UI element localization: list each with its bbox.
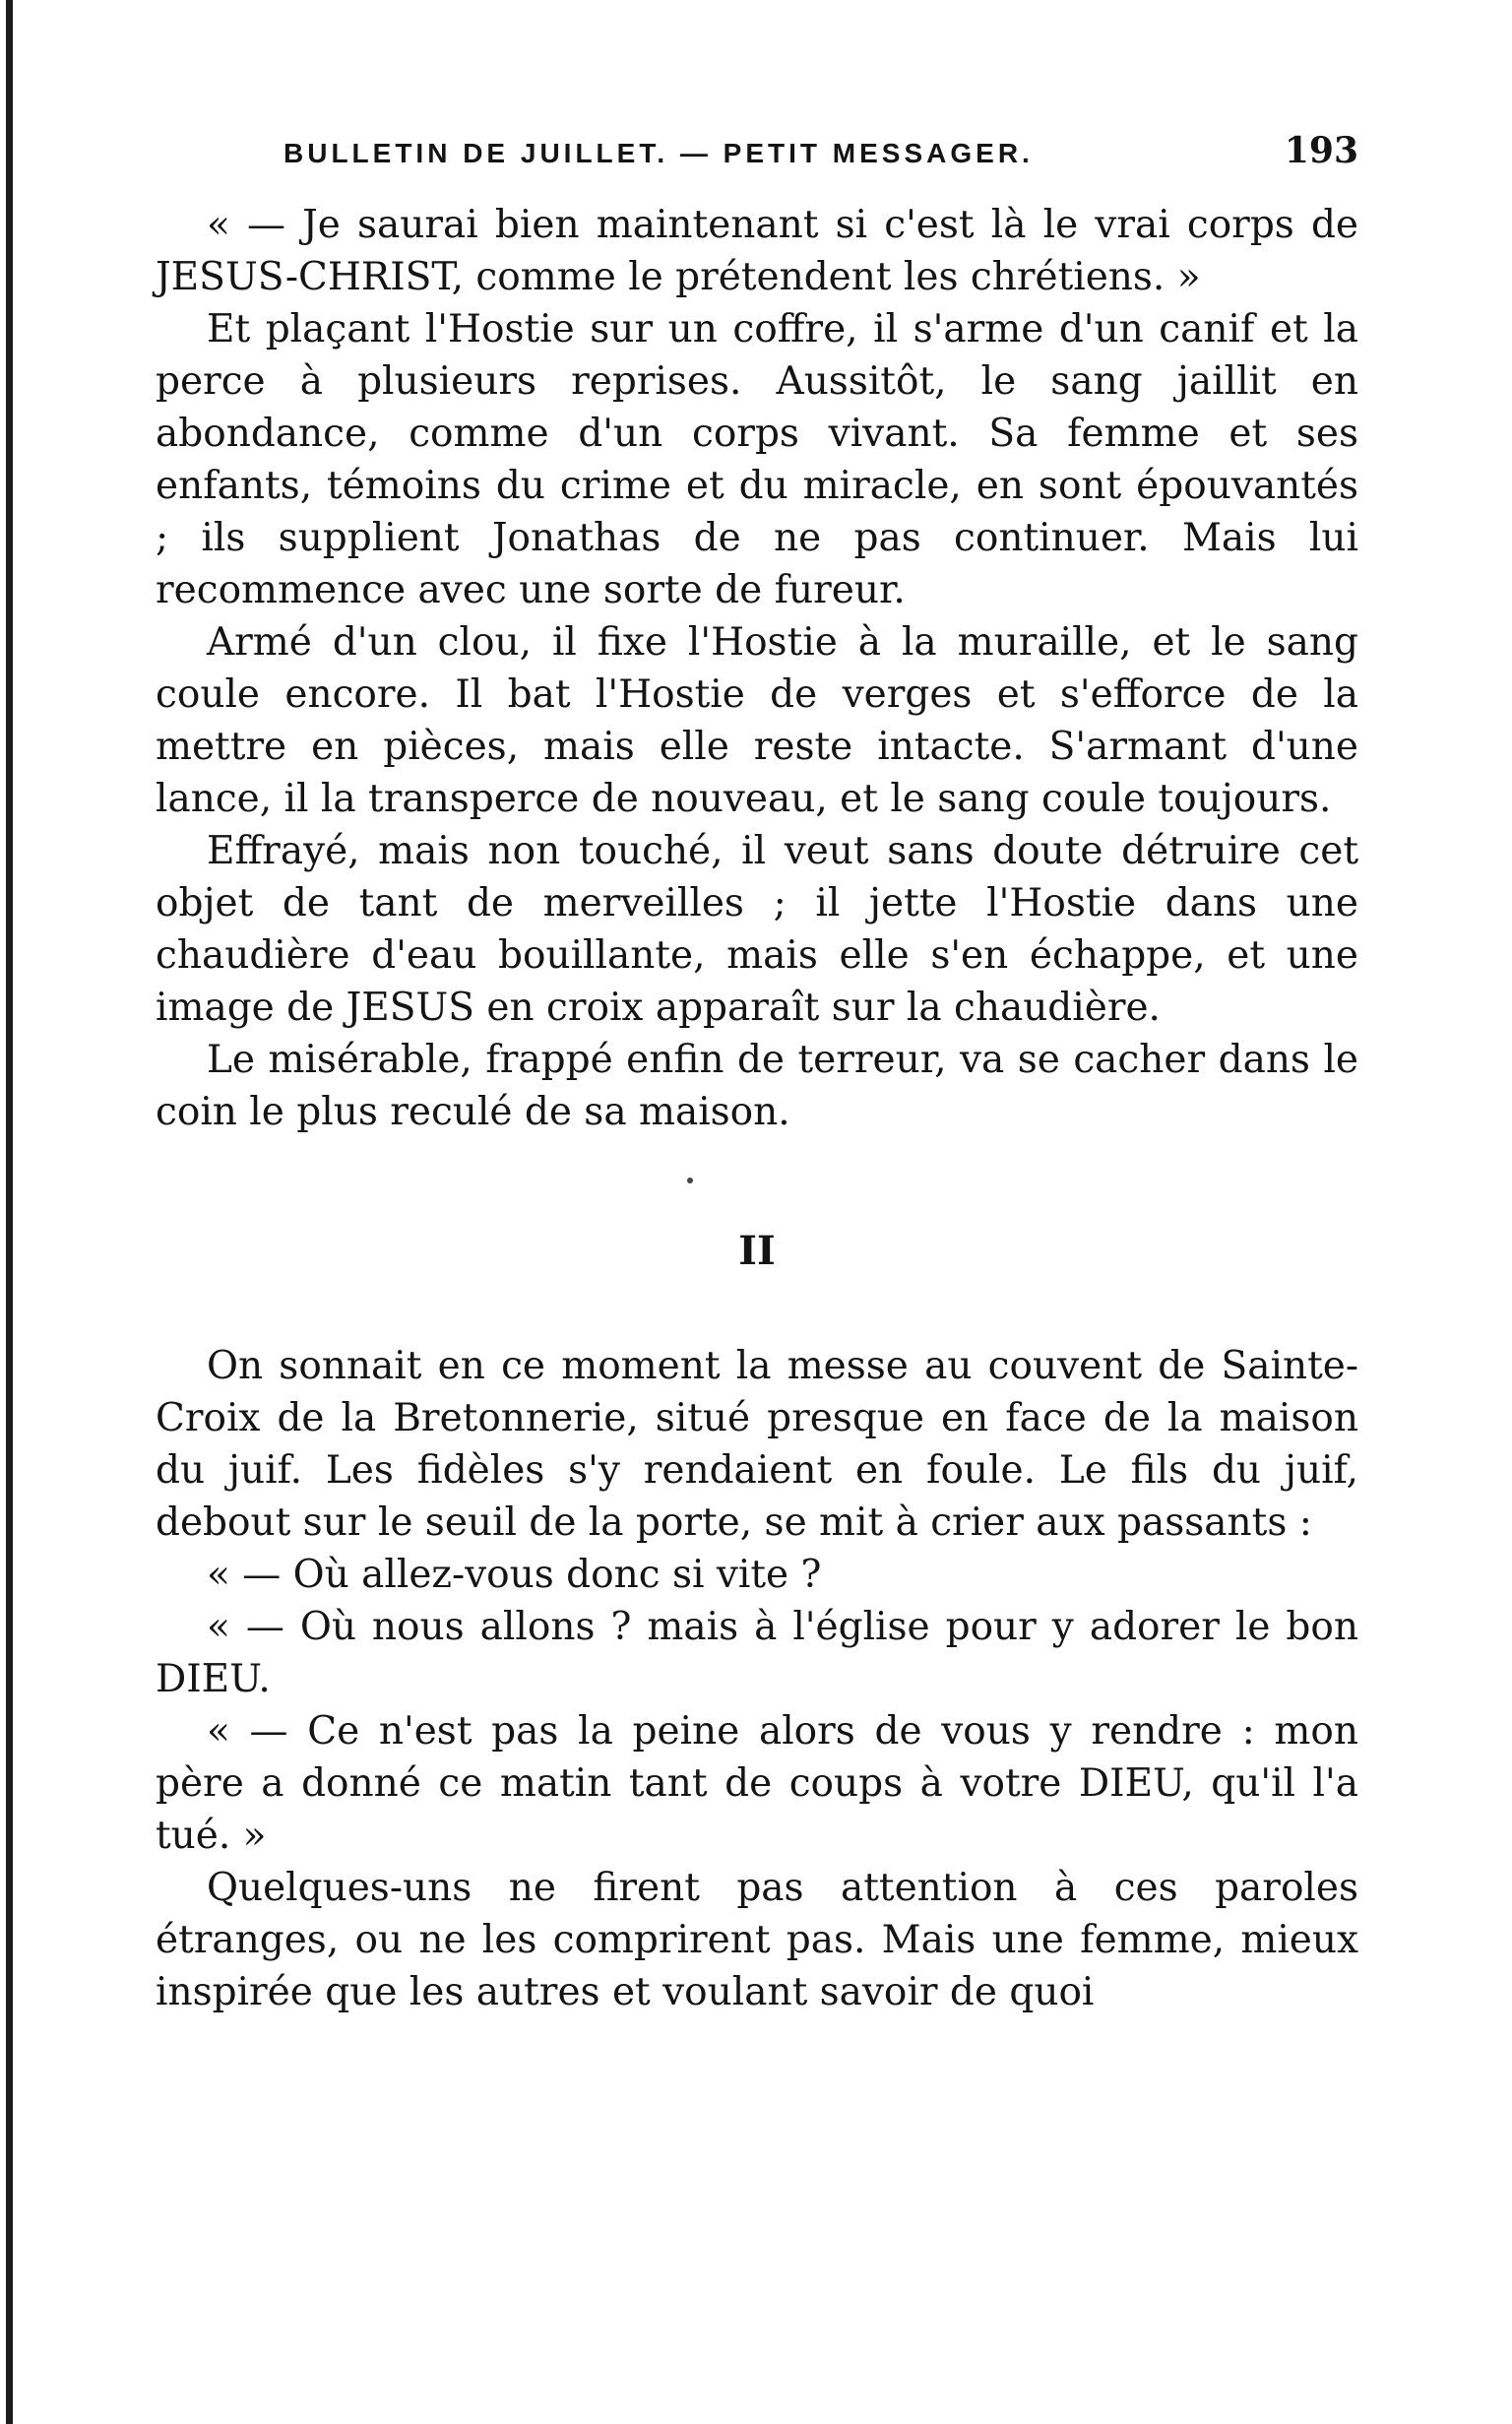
paragraph: On sonnait en ce moment la messe au couvent de Sainte-Croix de la Bretonnerie, situé presque en face de la maison du juif. Les fidèles s'y rendaient en foule. Le fils du juif, debout sur le seuil de la porte, se mit à crier aux passants : (156, 1344, 1358, 1545)
section-number: II (738, 1228, 776, 1274)
section-divider (156, 1138, 1358, 1222)
page-number: 193 (1284, 130, 1358, 171)
paragraph: « — Où nous allons ? mais à l'église pour y adorer le bon DIEU. (156, 1605, 1358, 1701)
paragraph: « — Je saurai bien maintenant si c'est là le vrai corps de JESUS-CHRIST, comme le prétendent les chrétiens. » (156, 203, 1358, 299)
section-two (156, 1340, 1358, 2018)
paragraph: Le misérable, frappé enfin de terreur, va se cacher dans le coin le plus reculé de sa maison. (156, 1038, 1358, 1134)
running-title: BULLETIN DE JUILLET. — PETIT MESSAGER. (284, 138, 1034, 168)
paragraph: « — Où allez-vous donc si vite ? (207, 1553, 822, 1597)
paragraph: Effrayé, mais non touché, il veut sans doute détruire cet objet de tant de merveilles ; il jette l'Hostie dans une chaudière d'eau bouillante, mais elle s'en échappe, et une image de JESUS en croix apparaît sur la chaudière. (156, 829, 1358, 1030)
book-page (156, 130, 1358, 2018)
paragraph: « — Ce n'est pas la peine alors de vous y rendre : mon père a donné ce matin tant de coups à votre DIEU, qu'il l'a tué. » (156, 1709, 1358, 1858)
paragraph: Et plaçant l'Hostie sur un coffre, il s'arme d'un canif et la perce à plusieurs reprises. Aussitôt, le sang jaillit en abondance, comme d'un corps vivant. Sa femme et ses enfants, témoins du crime et du miracle, en sont épouvantés ; ils supplient Jonathas de ne pas continuer. Mais lui recommence avec une sorte de fureur. (156, 307, 1358, 612)
section-one (156, 199, 1358, 1138)
running-head (156, 130, 1358, 179)
scan-edge-line (6, 0, 13, 2424)
paragraph: Armé d'un clou, il fixe l'Hostie à la muraille, et le sang coule encore. Il bat l'Hostie de verges et s'efforce de la mettre en pièces, mais elle reste intacte. S'armant d'une lance, il la transperce de nouveau, et le sang coule toujours. (156, 620, 1358, 821)
divider-dot (687, 1178, 693, 1183)
paragraph: Quelques-uns ne firent pas attention à ces paroles étranges, ou ne les comprirent pas. Mais une femme, mieux inspirée que les autres et voulant savoir de quoi (156, 1866, 1358, 2014)
